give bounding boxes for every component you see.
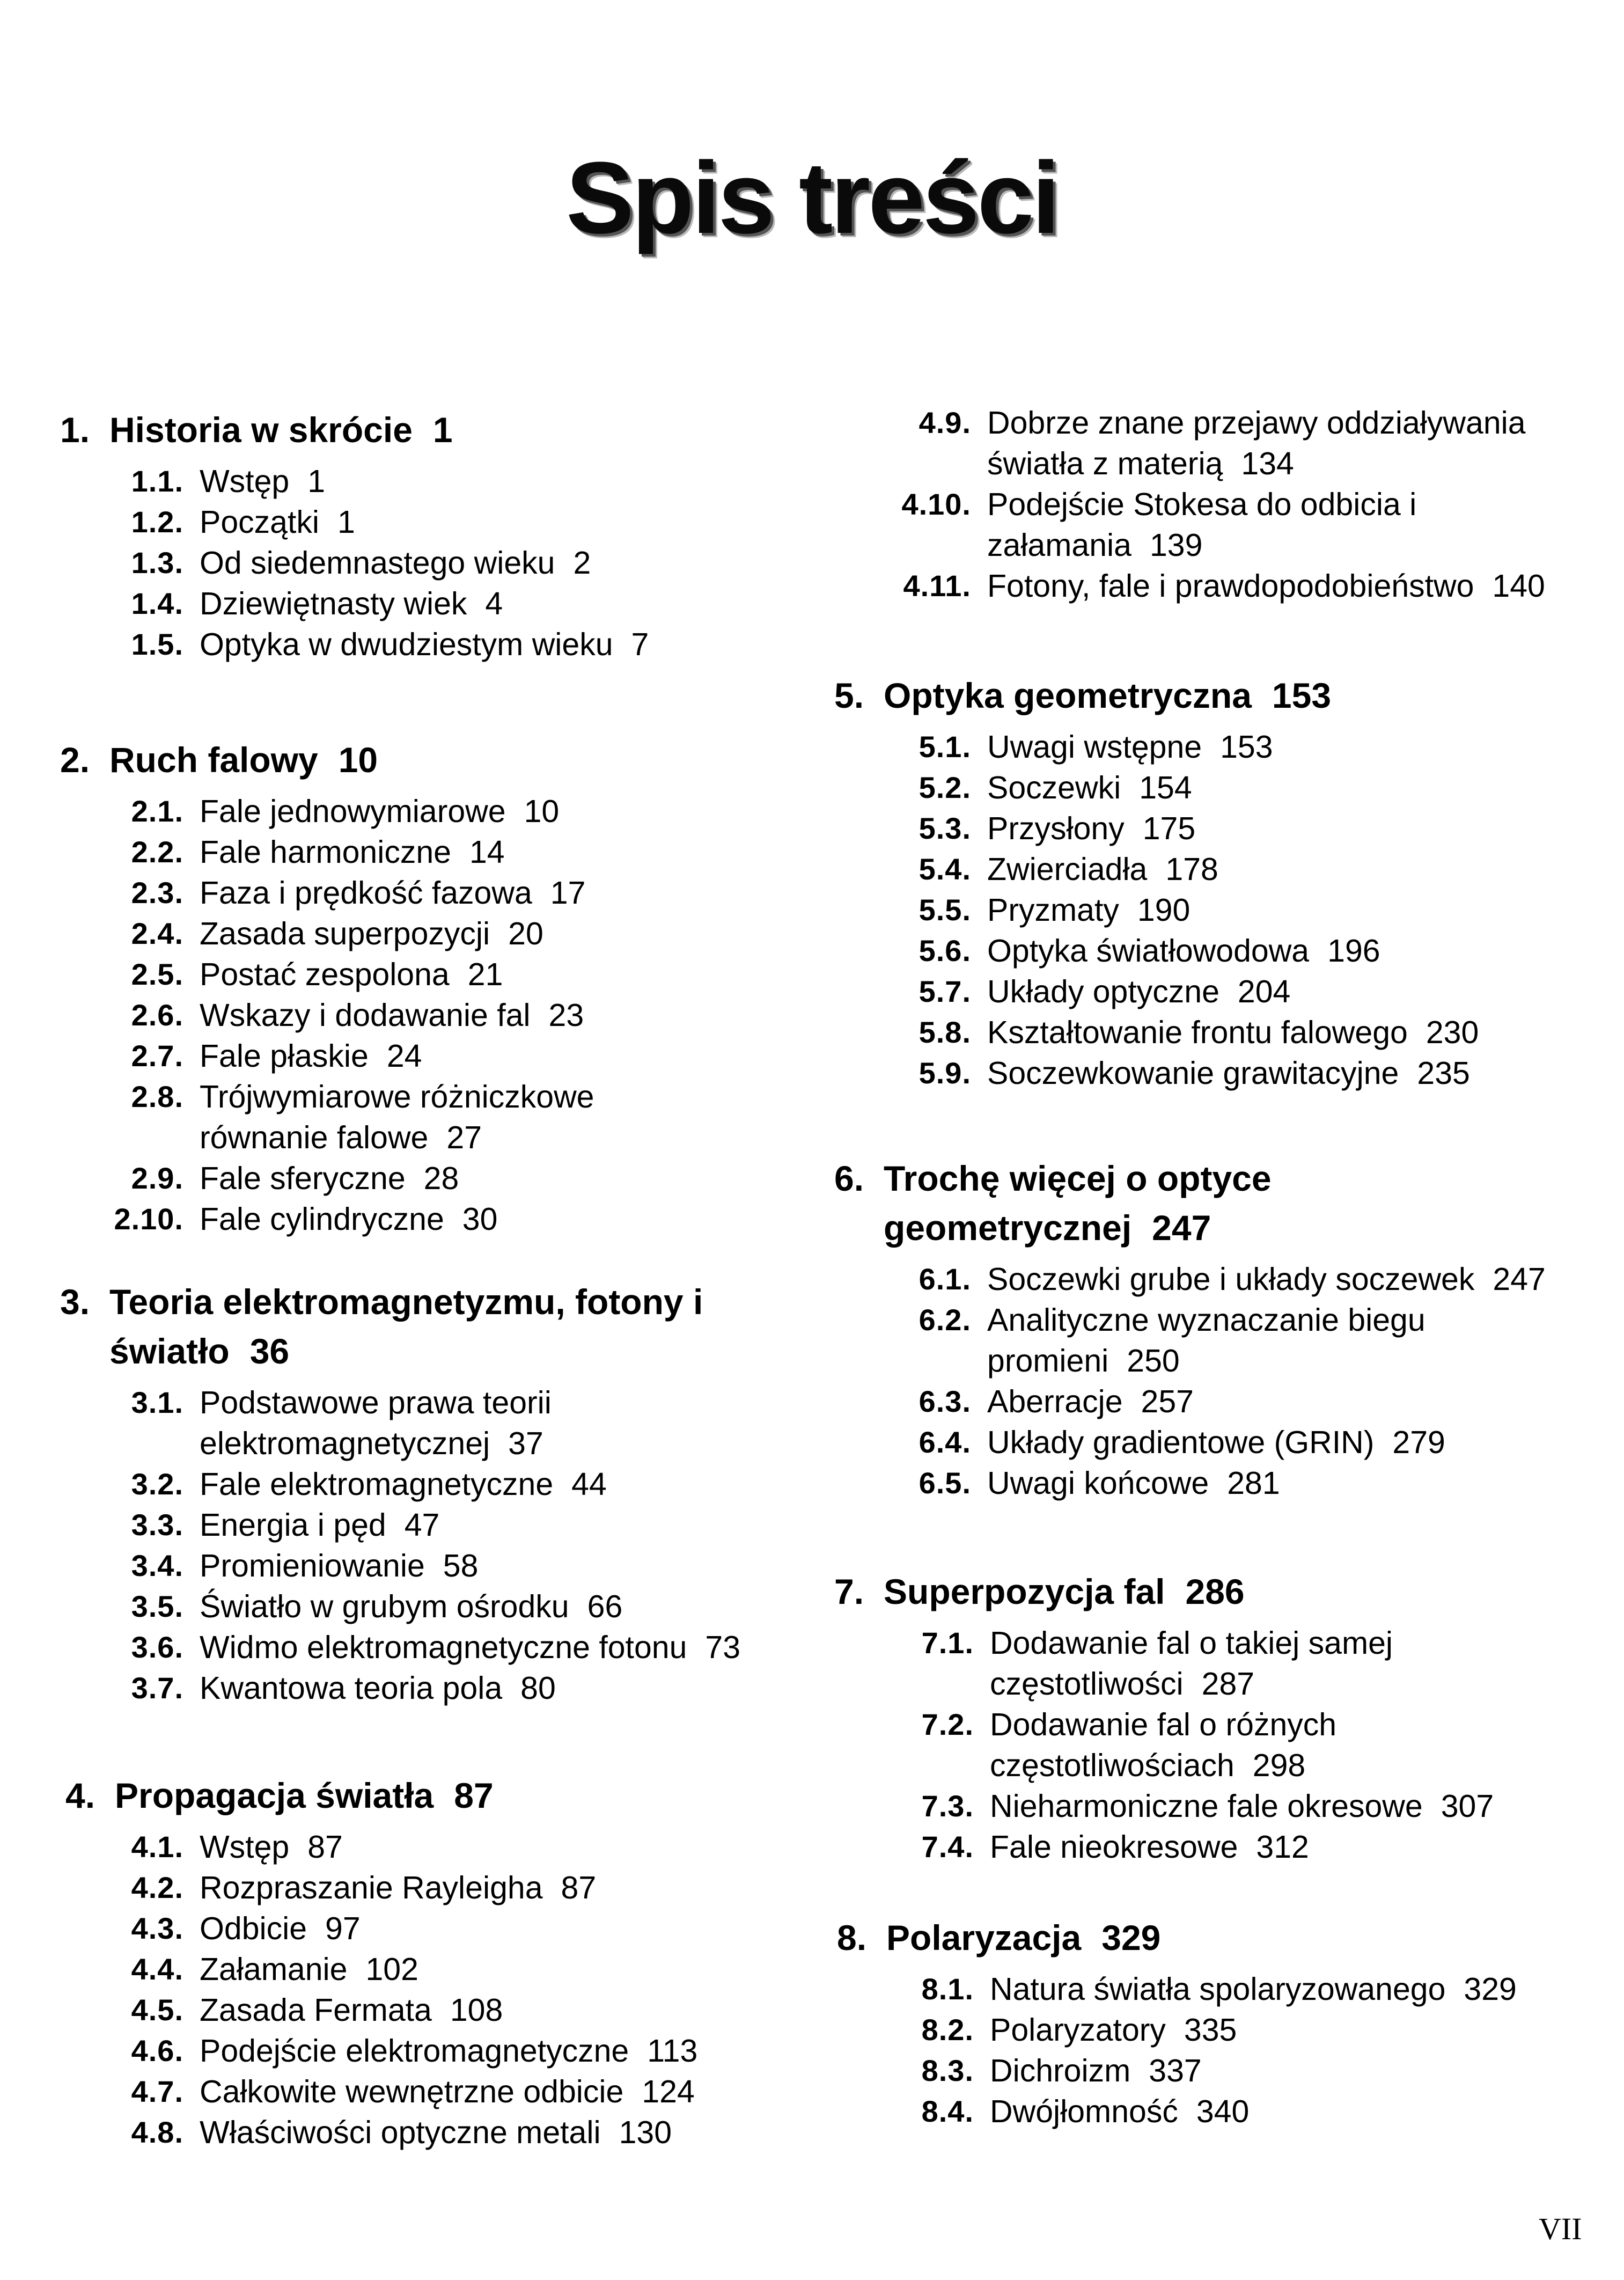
section-title: Aberracje — [987, 1384, 1123, 1419]
section-number: 2.1. — [131, 794, 183, 828]
section-number: 5.7. — [918, 974, 971, 1008]
section-title: Przysłony — [987, 811, 1125, 846]
section-page: 204 — [1237, 974, 1291, 1009]
toc-entry[interactable] — [60, 913, 774, 954]
section-title: Promieniowanie — [200, 1548, 425, 1583]
section-page: 279 — [1392, 1425, 1445, 1460]
section-page: 87 — [561, 1870, 597, 1905]
section-page: 329 — [1464, 1971, 1517, 2007]
section-title: Wstęp — [200, 1829, 290, 1865]
section-page: 47 — [404, 1507, 440, 1543]
chapter-title: Optyka geometryczna — [884, 676, 1252, 715]
section-number: 4.4. — [131, 1952, 183, 1986]
section-number: 1.3. — [131, 546, 183, 580]
section-title: Dichroizm — [990, 2053, 1131, 2088]
section-page: 139 — [1149, 527, 1203, 563]
section-page: 2 — [573, 545, 591, 581]
section-title: Fale nieokresowe — [990, 1829, 1238, 1865]
section-number: 1.2. — [131, 505, 183, 539]
page-title: Spis treści — [565, 141, 1059, 255]
section-number: 3.5. — [131, 1589, 183, 1623]
chapter-4-continued — [858, 402, 1599, 606]
section-page: 230 — [1425, 1015, 1479, 1050]
section-title: Odbicie — [200, 1911, 307, 1946]
section-title: Światło w grubym ośrodku — [200, 1589, 569, 1624]
toc-entry[interactable] — [834, 930, 1596, 971]
section-title: Dwójłomność — [990, 2094, 1178, 2129]
section-page: 7 — [631, 627, 649, 662]
chapter-title: Polaryzacja — [886, 1918, 1082, 1958]
section-page: 102 — [365, 1952, 418, 1987]
chapter-number: 2. — [60, 740, 90, 780]
section-title: Soczewki grube i układy soczewek — [987, 1262, 1475, 1297]
toc-entry[interactable] — [60, 791, 774, 832]
chapter-title: Superpozycja fal — [884, 1572, 1165, 1611]
toc-entry[interactable] — [858, 484, 1599, 566]
section-number: 7.4. — [921, 1830, 974, 1864]
section-page: 28 — [423, 1161, 459, 1196]
toc-entry[interactable] — [60, 873, 774, 913]
section-page: 10 — [524, 794, 560, 829]
section-number: 7.3. — [921, 1789, 974, 1823]
section-page: 73 — [705, 1630, 741, 1665]
toc-entry[interactable] — [60, 1505, 774, 1545]
section-title: Początki — [200, 504, 319, 540]
chapter-1 — [60, 405, 774, 665]
chapter-heading[interactable] — [834, 1567, 1596, 1616]
section-number: 4.2. — [131, 1871, 183, 1904]
chapter-6 — [834, 1154, 1596, 1504]
toc-entry[interactable] — [834, 1463, 1596, 1504]
toc-entry[interactable] — [834, 971, 1596, 1012]
toc-entry[interactable] — [834, 767, 1596, 808]
chapter-number: 1. — [60, 410, 90, 450]
section-page: 113 — [647, 2033, 698, 2069]
section-title: Całkowite wewnętrzne odbicie — [200, 2074, 624, 2109]
toc-entry[interactable] — [837, 2010, 1599, 2050]
toc-entry[interactable] — [834, 1422, 1596, 1463]
chapter-title: Propagacja światła — [115, 1776, 434, 1815]
section-number: 1.5. — [131, 627, 183, 661]
toc-entry[interactable] — [834, 1012, 1596, 1053]
toc-entry[interactable] — [65, 1990, 779, 2030]
toc-entry[interactable] — [837, 2091, 1599, 2132]
section-page: 37 — [508, 1426, 543, 1461]
section-page: 287 — [1201, 1666, 1255, 1702]
chapter-heading[interactable] — [60, 405, 774, 454]
section-title: Fale jednowymiarowe — [200, 794, 506, 829]
section-title: Rozpraszanie Rayleigha — [200, 1870, 543, 1905]
section-page: 27 — [446, 1120, 482, 1155]
section-number: 5.9. — [918, 1056, 971, 1090]
chapter-title: Historia w skrócie — [109, 410, 413, 450]
toc-entry[interactable] — [60, 1158, 774, 1199]
section-number: 8.4. — [921, 2094, 974, 2128]
chapter-4 — [65, 1771, 779, 2153]
section-number: 2.6. — [131, 998, 183, 1032]
section-number: 3.7. — [131, 1671, 183, 1705]
section-number: 4.10. — [901, 487, 971, 521]
section-page: 44 — [571, 1467, 607, 1502]
section-page: 312 — [1256, 1829, 1309, 1865]
section-number: 4.9. — [918, 406, 971, 439]
section-title: Wstęp — [200, 464, 290, 499]
section-number: 3.4. — [131, 1549, 183, 1582]
toc-entry[interactable] — [60, 1586, 774, 1627]
section-number: 6.1. — [918, 1262, 971, 1296]
section-page: 1 — [337, 504, 355, 540]
toc-entry[interactable] — [65, 2112, 779, 2153]
section-page: 247 — [1493, 1262, 1546, 1297]
section-number: 4.5. — [131, 1993, 183, 2027]
section-title: Postać zespolona — [200, 957, 450, 992]
section-title: Widmo elektromagnetyczne fotonu — [200, 1630, 687, 1665]
chapter-title: Ruch falowy — [109, 740, 318, 780]
section-page: 281 — [1227, 1465, 1280, 1501]
section-number: 3.3. — [131, 1508, 183, 1542]
section-title: Optyka w dwudziestym wieku — [200, 627, 613, 662]
section-page: 21 — [467, 957, 503, 992]
toc-entry[interactable] — [60, 583, 774, 624]
section-title: Podejście elektromagnetyczne — [200, 2033, 629, 2069]
section-number: 4.8. — [131, 2115, 183, 2149]
section-page: 14 — [469, 834, 505, 870]
chapter-heading[interactable] — [60, 1277, 774, 1376]
section-page: 196 — [1327, 933, 1380, 969]
section-number: 5.8. — [918, 1015, 971, 1049]
toc-entry[interactable] — [60, 1382, 774, 1464]
toc-entry[interactable] — [60, 1199, 774, 1240]
section-number: 6.3. — [918, 1384, 971, 1418]
toc-entry[interactable] — [60, 832, 774, 873]
section-title: Kształtowanie frontu falowego — [987, 1015, 1408, 1050]
section-number: 5.1. — [918, 730, 971, 764]
section-title: Trójwymiarowe różniczkowe równanie falowe — [200, 1079, 594, 1155]
section-page: 175 — [1142, 811, 1196, 846]
section-number: 5.2. — [918, 771, 971, 804]
section-title: Soczewkowanie grawitacyjne — [987, 1055, 1399, 1091]
section-title: Fale elektromagnetyczne — [200, 1467, 554, 1502]
toc-entry[interactable] — [60, 1076, 774, 1158]
section-number: 4.1. — [131, 1830, 183, 1864]
section-number: 3.2. — [131, 1467, 183, 1501]
section-page: 20 — [508, 916, 543, 951]
chapter-title: Trochę więcej o optyce geometrycznej — [884, 1159, 1272, 1248]
section-title: Nieharmoniczne fale okresowe — [990, 1788, 1423, 1824]
section-title: Fotony, fale i prawdopodobieństwo — [987, 568, 1474, 604]
section-page: 30 — [462, 1201, 498, 1237]
section-title: Od siedemnastego wieku — [200, 545, 555, 581]
section-number: 4.11. — [903, 569, 971, 603]
section-page: 108 — [450, 1992, 503, 2028]
chapter-heading[interactable] — [837, 1913, 1599, 1962]
section-page: 24 — [386, 1038, 422, 1074]
toc-entry[interactable] — [834, 890, 1596, 930]
section-title: Optyka światłowodowa — [987, 933, 1310, 969]
section-page: 154 — [1139, 770, 1192, 805]
chapter-page: 247 — [1152, 1208, 1211, 1248]
toc-entry[interactable] — [65, 2030, 779, 2071]
chapter-5 — [834, 671, 1596, 1094]
toc-entry[interactable] — [834, 1827, 1596, 1867]
chapter-heading[interactable] — [834, 1154, 1596, 1252]
section-page: 235 — [1417, 1055, 1470, 1091]
toc-entry[interactable] — [834, 727, 1596, 767]
toc-entry[interactable] — [65, 1827, 779, 1867]
toc-entry[interactable] — [834, 1053, 1596, 1094]
section-title: Uwagi wstępne — [987, 729, 1202, 765]
chapter-page: 286 — [1185, 1572, 1245, 1611]
section-page: 134 — [1241, 446, 1294, 481]
toc-entry[interactable] — [834, 1381, 1596, 1422]
section-number: 3.6. — [131, 1630, 183, 1664]
toc-entry[interactable] — [834, 1259, 1596, 1300]
section-page: 190 — [1137, 892, 1191, 928]
toc-entry[interactable] — [60, 954, 774, 995]
section-page: 80 — [520, 1670, 556, 1706]
section-number: 4.3. — [131, 1911, 183, 1945]
toc-entry[interactable] — [60, 1036, 774, 1076]
section-title: Układy gradientowe (GRIN) — [987, 1425, 1375, 1460]
section-number: 3.1. — [131, 1385, 183, 1419]
chapter-3 — [60, 1277, 774, 1709]
section-title: Zasada Fermata — [200, 1992, 432, 2028]
chapter-number: 7. — [834, 1572, 864, 1611]
section-page: 87 — [307, 1829, 343, 1865]
section-page: 4 — [485, 586, 503, 621]
toc-entry[interactable] — [60, 1545, 774, 1586]
section-title: Fale sferyczne — [200, 1161, 406, 1196]
section-title: Fale harmoniczne — [200, 834, 451, 870]
toc-entry[interactable] — [60, 542, 774, 583]
section-title: Zwierciadła — [987, 852, 1148, 887]
chapter-2 — [60, 735, 774, 1240]
section-page: 335 — [1184, 2012, 1237, 2048]
section-page: 250 — [1127, 1343, 1180, 1379]
toc-entry[interactable] — [60, 624, 774, 665]
toc-entry[interactable] — [834, 808, 1596, 849]
chapter-page: 329 — [1101, 1918, 1161, 1958]
section-page: 140 — [1492, 568, 1545, 604]
section-number: 5.3. — [918, 811, 971, 845]
chapter-number: 8. — [837, 1918, 867, 1958]
toc-entry[interactable] — [834, 1786, 1596, 1827]
section-number: 2.9. — [131, 1161, 183, 1195]
section-title: Fale cylindryczne — [200, 1201, 444, 1237]
section-title: Polaryzatory — [990, 2012, 1166, 2048]
chapter-heading[interactable] — [834, 671, 1596, 720]
chapter-number: 5. — [834, 676, 864, 715]
toc-entry[interactable] — [60, 1627, 774, 1668]
toc-entry[interactable] — [60, 1464, 774, 1505]
chapter-page: 1 — [432, 410, 453, 450]
chapter-page: 10 — [338, 740, 378, 780]
section-page: 23 — [548, 998, 584, 1033]
section-page: 178 — [1165, 852, 1218, 887]
chapter-page: 87 — [454, 1776, 494, 1815]
section-number: 6.5. — [918, 1466, 971, 1500]
chapter-page: 36 — [249, 1331, 290, 1371]
chapter-number: 6. — [834, 1159, 864, 1198]
section-title: Załamanie — [200, 1952, 348, 1987]
chapter-number: 3. — [60, 1282, 90, 1322]
section-number: 5.5. — [918, 893, 971, 927]
section-number: 6.4. — [918, 1425, 971, 1459]
section-title: Dodawanie fal o takiej samej częstotliwości — [990, 1625, 1393, 1702]
section-number: 5.6. — [918, 934, 971, 967]
section-number: 4.6. — [131, 2034, 183, 2068]
toc-entry[interactable] — [834, 1704, 1596, 1786]
section-title: Właściwości optyczne metali — [200, 2115, 601, 2150]
section-number: 4.7. — [131, 2074, 183, 2108]
chapter-page: 153 — [1272, 676, 1332, 715]
section-title: Układy optyczne — [987, 974, 1219, 1009]
section-number: 2.3. — [131, 876, 183, 910]
toc-entry[interactable] — [834, 1623, 1596, 1704]
chapter-heading[interactable] — [65, 1771, 779, 1820]
section-page: 257 — [1141, 1384, 1194, 1419]
section-title: Dodawanie fal o różnych częstotliwościach — [990, 1707, 1337, 1783]
toc-entry[interactable] — [837, 2050, 1599, 2091]
section-page: 1 — [307, 464, 326, 499]
section-number: 2.8. — [131, 1080, 183, 1113]
section-number: 8.2. — [921, 2013, 974, 2047]
section-title: Fale płaskie — [200, 1038, 369, 1074]
section-title: Faza i prędkość fazowa — [200, 875, 532, 911]
section-number: 5.4. — [918, 852, 971, 886]
section-page: 298 — [1252, 1748, 1306, 1783]
section-title: Dobrze znane przejawy oddziaływania światła z materią — [987, 405, 1526, 481]
section-number: 7.2. — [921, 1707, 974, 1741]
section-page: 97 — [325, 1911, 361, 1946]
section-title: Dziewiętnasty wiek — [200, 586, 467, 621]
section-number: 8.3. — [921, 2054, 974, 2087]
section-title: Zasada superpozycji — [200, 916, 490, 951]
section-title: Kwantowa teoria pola — [200, 1670, 503, 1706]
section-number: 1.1. — [131, 464, 183, 498]
section-page: 337 — [1149, 2053, 1202, 2088]
section-page: 340 — [1196, 2094, 1250, 2129]
section-page: 130 — [619, 2115, 672, 2150]
section-title: Natura światła spolaryzowanego — [990, 1971, 1446, 2007]
chapter-number: 4. — [65, 1776, 95, 1815]
chapter-8 — [837, 1913, 1599, 2132]
section-page: 307 — [1441, 1788, 1494, 1824]
section-title: Uwagi końcowe — [987, 1465, 1209, 1501]
toc-entry[interactable] — [60, 461, 774, 502]
section-title: Analityczne wyznaczanie biegu promieni — [987, 1302, 1425, 1379]
toc-entry[interactable] — [60, 1668, 774, 1709]
section-page: 153 — [1220, 729, 1273, 765]
section-page: 124 — [642, 2074, 695, 2109]
section-number: 6.2. — [918, 1303, 971, 1337]
chapter-heading[interactable] — [60, 735, 774, 785]
toc-entry[interactable] — [60, 502, 774, 542]
section-number: 8.1. — [921, 1972, 974, 2006]
section-title: Energia i pęd — [200, 1507, 386, 1543]
section-page: 17 — [550, 875, 586, 911]
section-title: Soczewki — [987, 770, 1121, 805]
section-title: Pryzmaty — [987, 892, 1119, 928]
section-number: 1.4. — [131, 587, 183, 620]
section-number: 7.1. — [921, 1626, 974, 1660]
section-title: Podstawowe prawa teorii elektromagnetycznej — [200, 1385, 552, 1461]
toc-entry[interactable] — [837, 1969, 1599, 2010]
section-number: 2.7. — [131, 1039, 183, 1073]
section-number: 2.4. — [131, 917, 183, 950]
toc-entry[interactable] — [858, 566, 1599, 606]
section-number: 2.10. — [114, 1202, 183, 1236]
page-folio: VII — [1539, 2211, 1582, 2246]
section-page: 58 — [443, 1548, 479, 1583]
toc-entry[interactable] — [65, 1908, 779, 1949]
toc-entry[interactable] — [858, 402, 1599, 484]
chapter-title: Teoria elektromagnetyzmu, fotony i światło — [109, 1282, 703, 1371]
toc-entry[interactable] — [834, 1300, 1596, 1381]
toc-entry[interactable] — [65, 1949, 779, 1990]
toc-entry[interactable] — [834, 849, 1596, 890]
section-title: Podejście Stokesa do odbicia i załamania — [987, 487, 1417, 563]
toc-entry[interactable] — [60, 995, 774, 1036]
section-number: 2.5. — [131, 957, 183, 991]
toc-entry[interactable] — [65, 1867, 779, 1908]
section-number: 2.2. — [131, 835, 183, 869]
chapter-7 — [834, 1567, 1596, 1867]
toc-entry[interactable] — [65, 2071, 779, 2112]
section-page: 66 — [587, 1589, 623, 1624]
section-title: Wskazy i dodawanie fal — [200, 998, 531, 1033]
